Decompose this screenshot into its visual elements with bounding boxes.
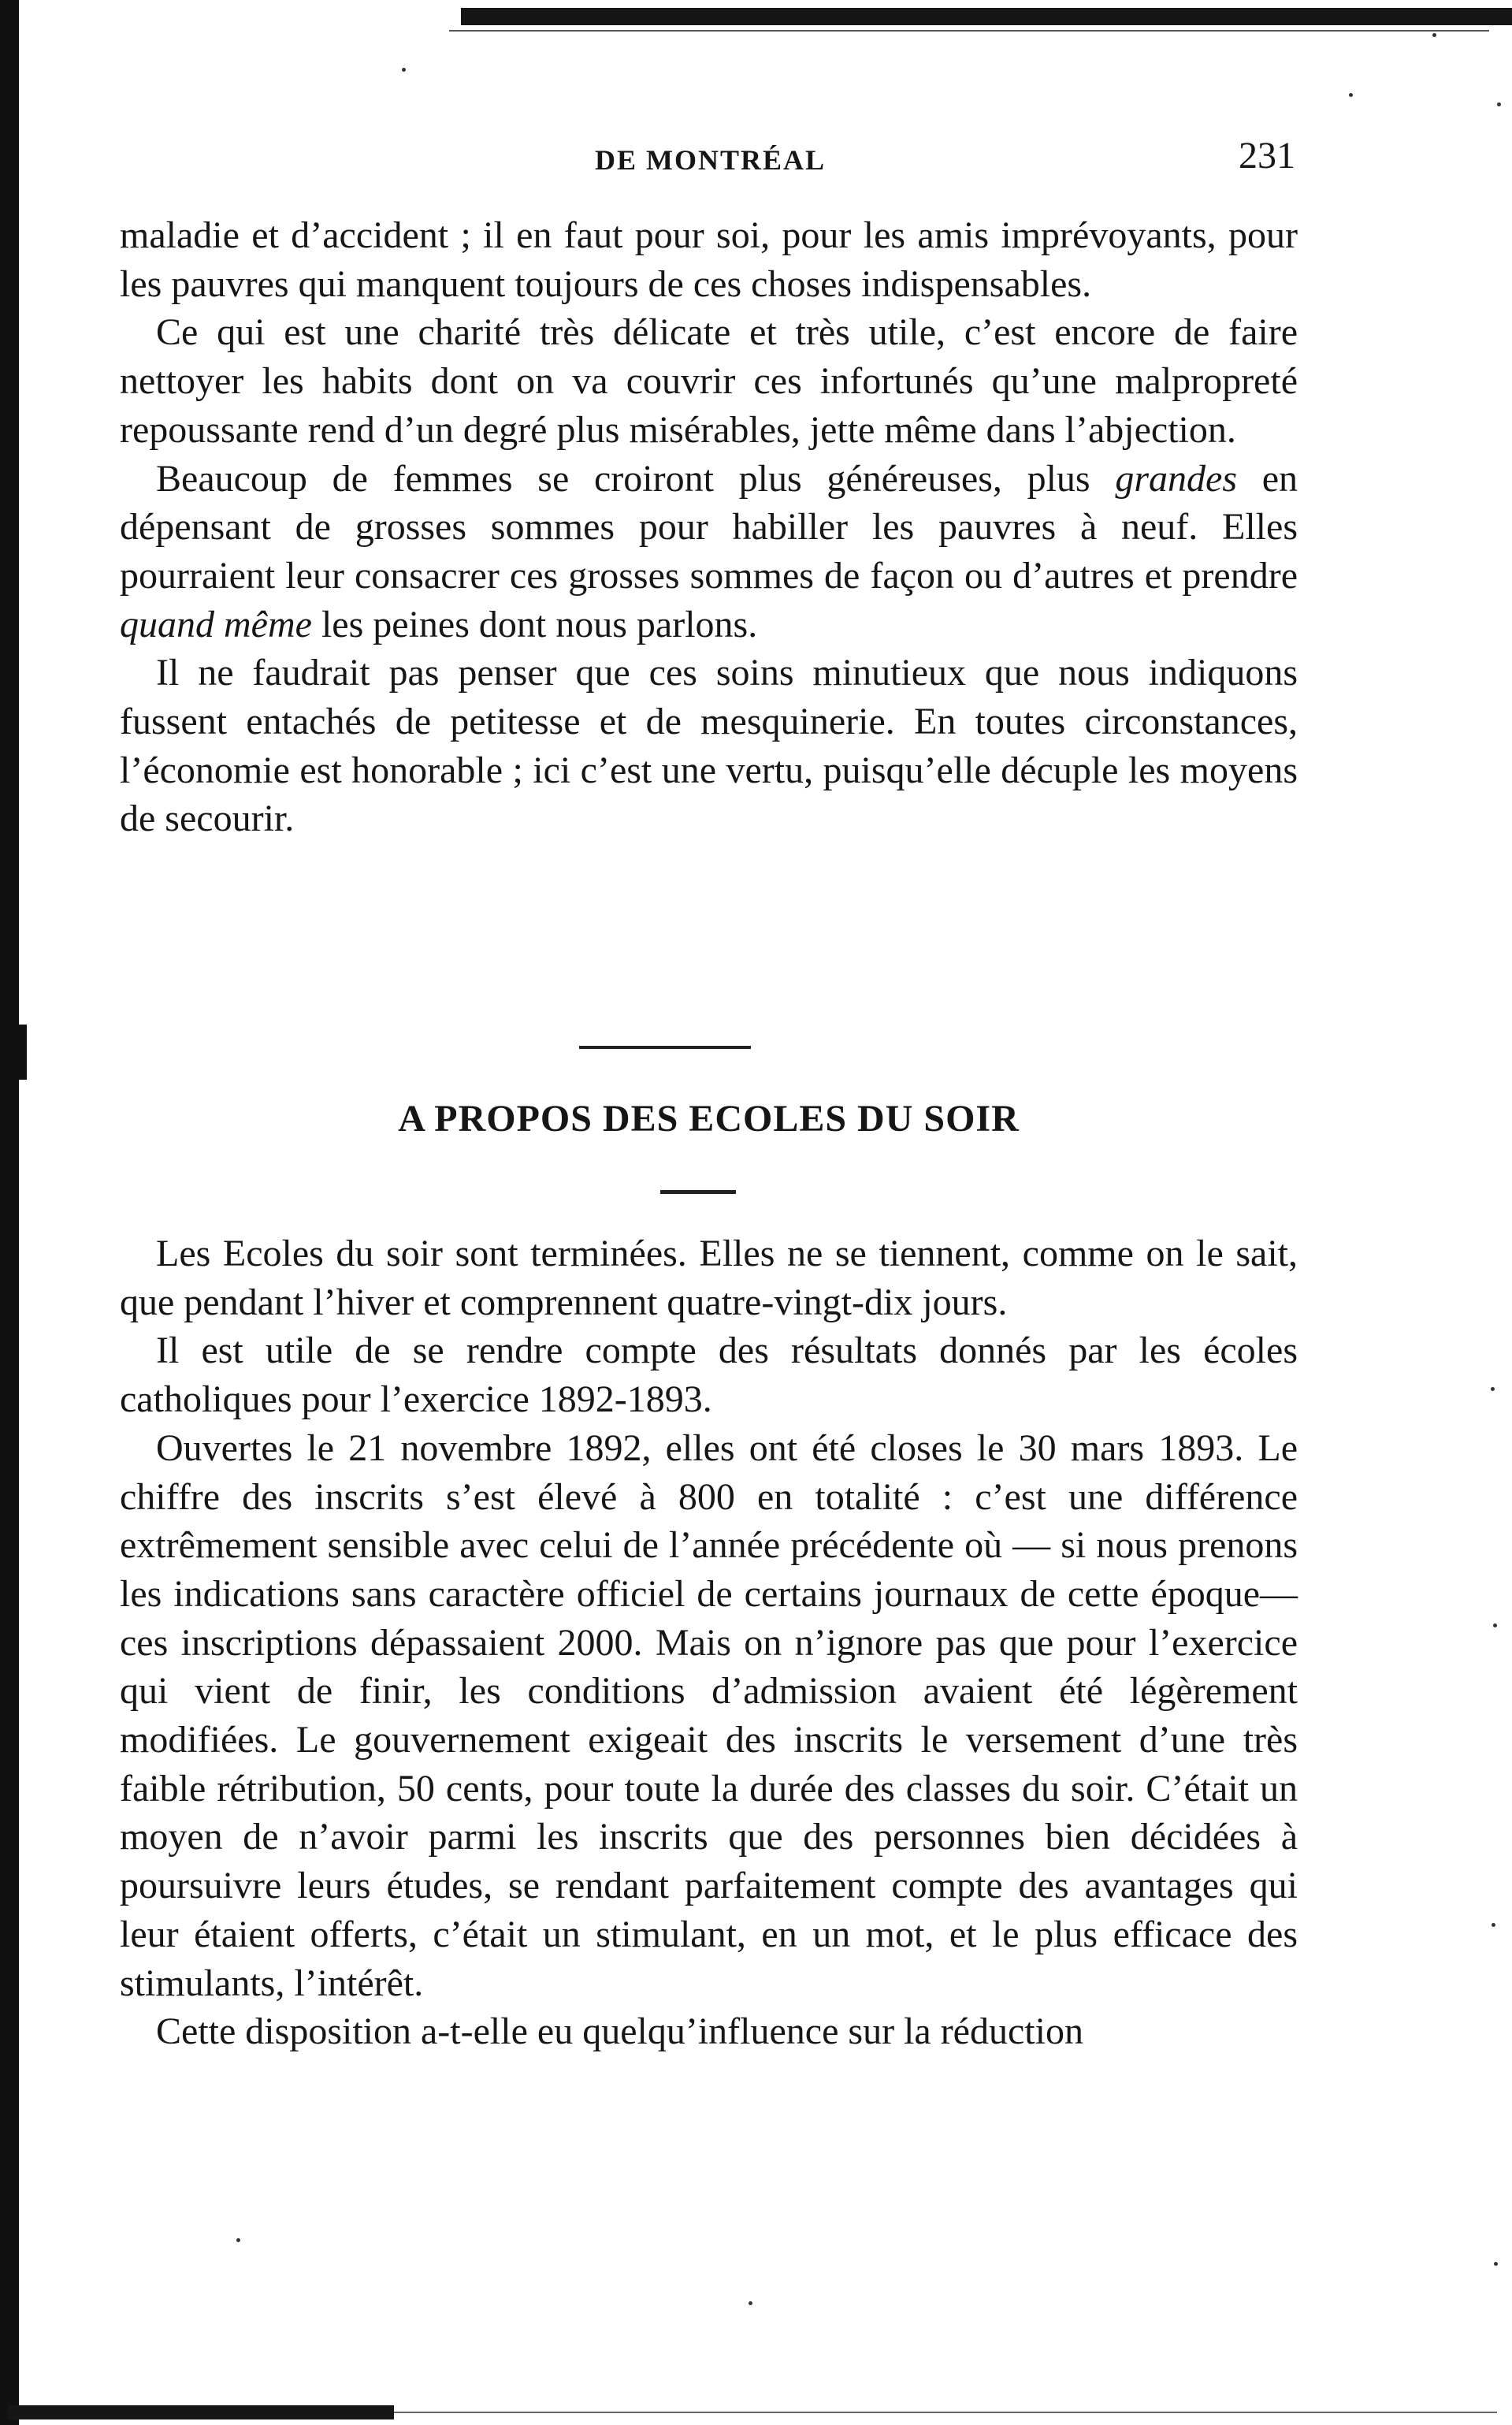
scan-speck: [749, 2301, 752, 2305]
scan-speck: [1349, 93, 1353, 97]
paragraph: [120, 455, 1298, 649]
scan-top-thin-rule: [449, 30, 1489, 32]
paragraph: Ouvertes le 21 novembre 1892, elles ont été closes le 30 mars 1893. Le chiffre des inscrits s’est élevé à 800 en totalité : c’est une différence extrêmement sensible avec celui de l’année précédente où — si nous prenons les indications sans caractère officiel de certains journaux de cette époque—ces inscriptions dépassaient 2000. Mais on n’ignore pas que pour l’exercice qui vient de finir, les conditions d’admission avaient été légèrement modifiées. Le gouvernement exigeait des inscrits le versement d’une très faible rétribution, 50 cents, pour toute la durée des classes du soir. C’était un moyen de n’avoir parmi les inscrits que des personnes bien décidées à poursuivre leurs études, se rendant parfaitement compte des avantages qui leur étaient offerts, c’était un stimulant, en un mot, et le plus efficace des stimulants, l’intérêt.: [120, 1426, 1298, 2004]
paragraph: Cette disposition a-t-elle eu quelqu’influence sur la réduction: [156, 2010, 1083, 2053]
scan-bottom-thin-rule: [394, 2412, 1497, 2413]
body-text-top: [120, 211, 1298, 843]
running-head: DE MONTRÉAL: [595, 144, 827, 176]
italic-text: grandes: [1115, 457, 1237, 500]
scan-left-edge-notch: [9, 1025, 27, 1080]
scan-speck: [402, 68, 406, 72]
paragraph: Il est utile de se rendre compte des résultats donnés par les écoles catholiques pour l’exercice 1892-1893.: [120, 1330, 1298, 1421]
paragraph: Ce qui est une charité très délicate et très utile, c’est encore de faire nettoyer les habits dont on va couvrir ces infortunés qu’une malpropreté repoussante rend d’un degré plus misérables, jette même dans l’abjection.: [120, 311, 1298, 451]
paragraph: maladie et d’accident ; il en faut pour soi, pour les amis imprévoyants, pour les pauvres qui manquent toujours de ces choses indispensables.: [120, 214, 1298, 305]
text-run: les peines dont nous parlons.: [311, 603, 758, 645]
title-underline: [660, 1190, 736, 1194]
scan-top-rule: [461, 8, 1512, 25]
paragraph: Il ne faudrait pas penser que ces soins minutieux que nous indiquons fussent entachés de petitesse et de mesquinerie. En toutes circonstances, l’économie est honorable ; ici c’est une vertu, puisqu’elle décuple les moyens de secourir.: [120, 652, 1298, 840]
scan-speck: [1432, 33, 1436, 37]
paragraph: Les Ecoles du soir sont terminées. Elles ne se tiennent, comme on le sait, que pendant l’hiver et comprennent quatre-vingt-dix jours.: [120, 1233, 1298, 1323]
section-title: A PROPOS DES ECOLES DU SOIR: [398, 1098, 1020, 1140]
scan-speck: [1497, 102, 1501, 106]
text-run: en dépensant de grosses sommes pour habiller les pauvres à neuf. Elles pourraient leur consacrer ces grosses sommes de façon ou d’autres et prendre: [120, 457, 1298, 597]
scan-bottom-rule: [8, 2405, 394, 2419]
body-text-section: [120, 1229, 1298, 2056]
scan-speck: [1494, 2262, 1498, 2266]
scan-speck: [1493, 1623, 1497, 1627]
page-number: 231: [1239, 135, 1295, 177]
scan-speck: [1491, 1387, 1495, 1391]
scan-speck: [236, 2238, 240, 2242]
scan-speck: [1492, 1923, 1495, 1927]
scan-left-edge: [0, 0, 19, 2425]
section-separator: [579, 1046, 751, 1049]
text-run: Beaucoup de femmes se croiront plus généreuses, plus: [156, 457, 1116, 500]
italic-text: quand même: [120, 603, 312, 645]
